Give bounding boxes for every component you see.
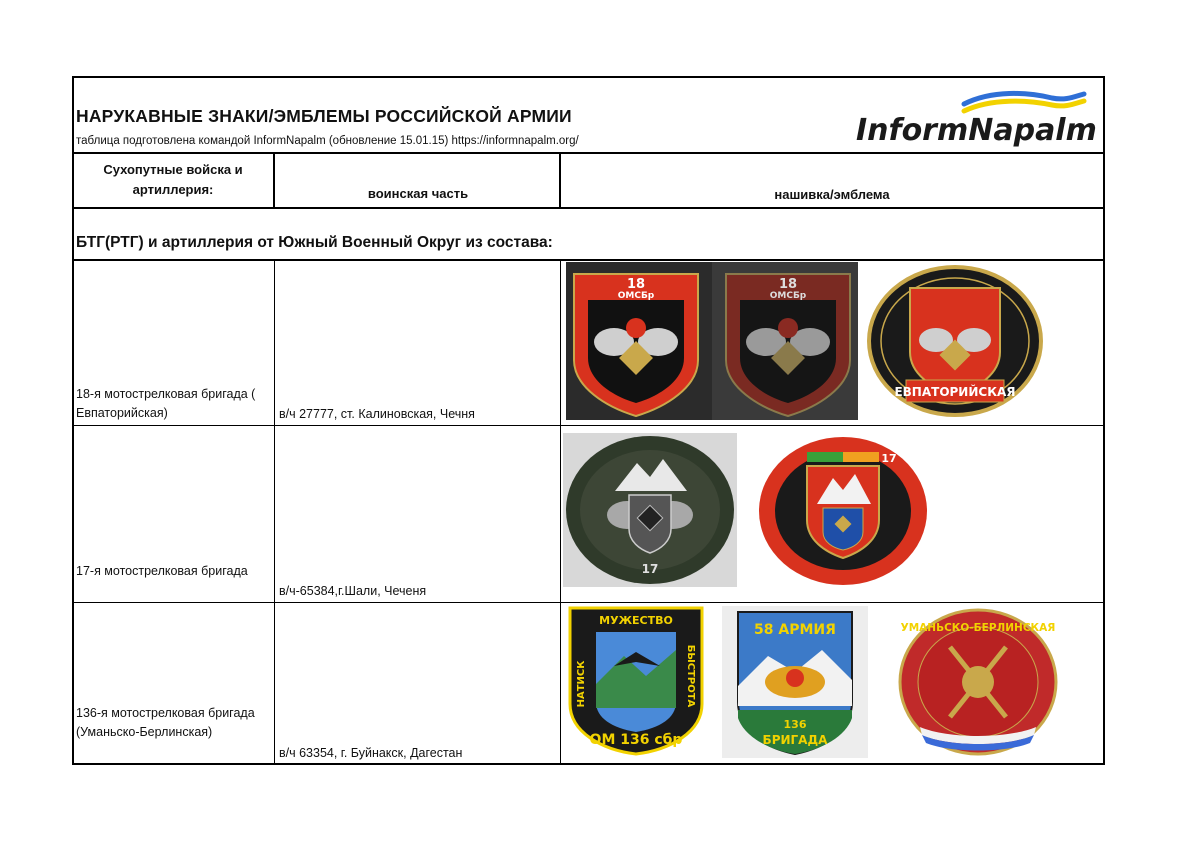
svg-text:18: 18 bbox=[626, 277, 646, 292]
patch-17-omsbr-grey bbox=[563, 433, 737, 587]
column-divider bbox=[274, 260, 275, 764]
columns-divider bbox=[72, 207, 1105, 209]
patch-58-army-136-brigade bbox=[722, 606, 868, 758]
page-title: НАРУКАВНЫЕ ЗНАКИ/ЭМБЛЕМЫ РОССИЙСКОЙ АРМИИ bbox=[76, 106, 572, 126]
patch-17-omsbr-color bbox=[757, 434, 929, 588]
patch-18-evpatoriyskaya-round bbox=[866, 264, 1044, 418]
svg-text:InformNapalm: InformNapalm bbox=[856, 113, 1097, 148]
unit-location: в/ч 27777, ст. Калиновская, Чечня bbox=[279, 407, 475, 421]
page-subtitle: таблица подготовлена командой InformNapalm (обновление 15.01.15) https://informnapalm.org/ bbox=[76, 135, 579, 147]
brigade-name: 136-я мотострелковая бригада (Уманьско-Берлинская) bbox=[76, 706, 255, 739]
svg-text:МУЖЕСТВО: МУЖЕСТВО bbox=[599, 614, 673, 627]
patch-umansko-berlinskaya-round bbox=[898, 607, 1058, 757]
column-header-unit: воинская часть bbox=[367, 186, 469, 201]
informnapalm-logo bbox=[852, 84, 1100, 152]
svg-text:ОМСБр: ОМСБр bbox=[769, 291, 807, 301]
column-divider bbox=[273, 153, 275, 208]
section-divider bbox=[72, 259, 1105, 261]
svg-text:17: 17 bbox=[881, 452, 897, 465]
patch-136-ombr-shield bbox=[566, 604, 706, 756]
svg-text:58 АРМИЯ: 58 АРМИЯ bbox=[754, 622, 836, 638]
svg-text:ОМ 136 сбр: ОМ 136 сбр bbox=[589, 732, 683, 748]
row-divider bbox=[72, 602, 1105, 603]
column-header-branch: Сухопутные войска и артиллерия: bbox=[103, 162, 243, 197]
svg-text:НАТИСК: НАТИСК bbox=[576, 660, 587, 708]
section-title: БТГ(РТГ) и артиллерия от Южный Военный Округ из состава: bbox=[76, 234, 553, 251]
unit-location: в/ч 63354, г. Буйнакск, Дагестан bbox=[279, 746, 463, 760]
brigade-name: 17-я мотострелковая бригада bbox=[76, 564, 248, 578]
svg-text:УМАНЬСКО-БЕРЛИНСКАЯ: УМАНЬСКО-БЕРЛИНСКАЯ bbox=[900, 622, 1056, 634]
brigade-name: 18-я мотострелковая бригада ( Евпаторийская) bbox=[76, 387, 256, 420]
svg-text:18: 18 bbox=[778, 277, 798, 292]
unit-location: в/ч-65384,г.Шали, Чеченя bbox=[279, 584, 427, 598]
column-header-patch: нашивка/эмблема bbox=[774, 187, 890, 202]
row-divider bbox=[72, 425, 1105, 426]
svg-text:БРИГАДА: БРИГАДА bbox=[762, 733, 828, 747]
svg-text:17: 17 bbox=[641, 562, 659, 576]
svg-text:ОМСБр: ОМСБр bbox=[617, 291, 655, 301]
svg-text:БЫСТРОТА: БЫСТРОТА bbox=[685, 644, 696, 708]
header-divider bbox=[72, 152, 1105, 154]
patch-18-omsbr-color bbox=[566, 262, 858, 420]
column-divider bbox=[560, 260, 561, 764]
svg-text:ЕВПАТОРИЙСКАЯ: ЕВПАТОРИЙСКАЯ bbox=[894, 385, 1016, 399]
svg-text:136: 136 bbox=[783, 718, 807, 731]
